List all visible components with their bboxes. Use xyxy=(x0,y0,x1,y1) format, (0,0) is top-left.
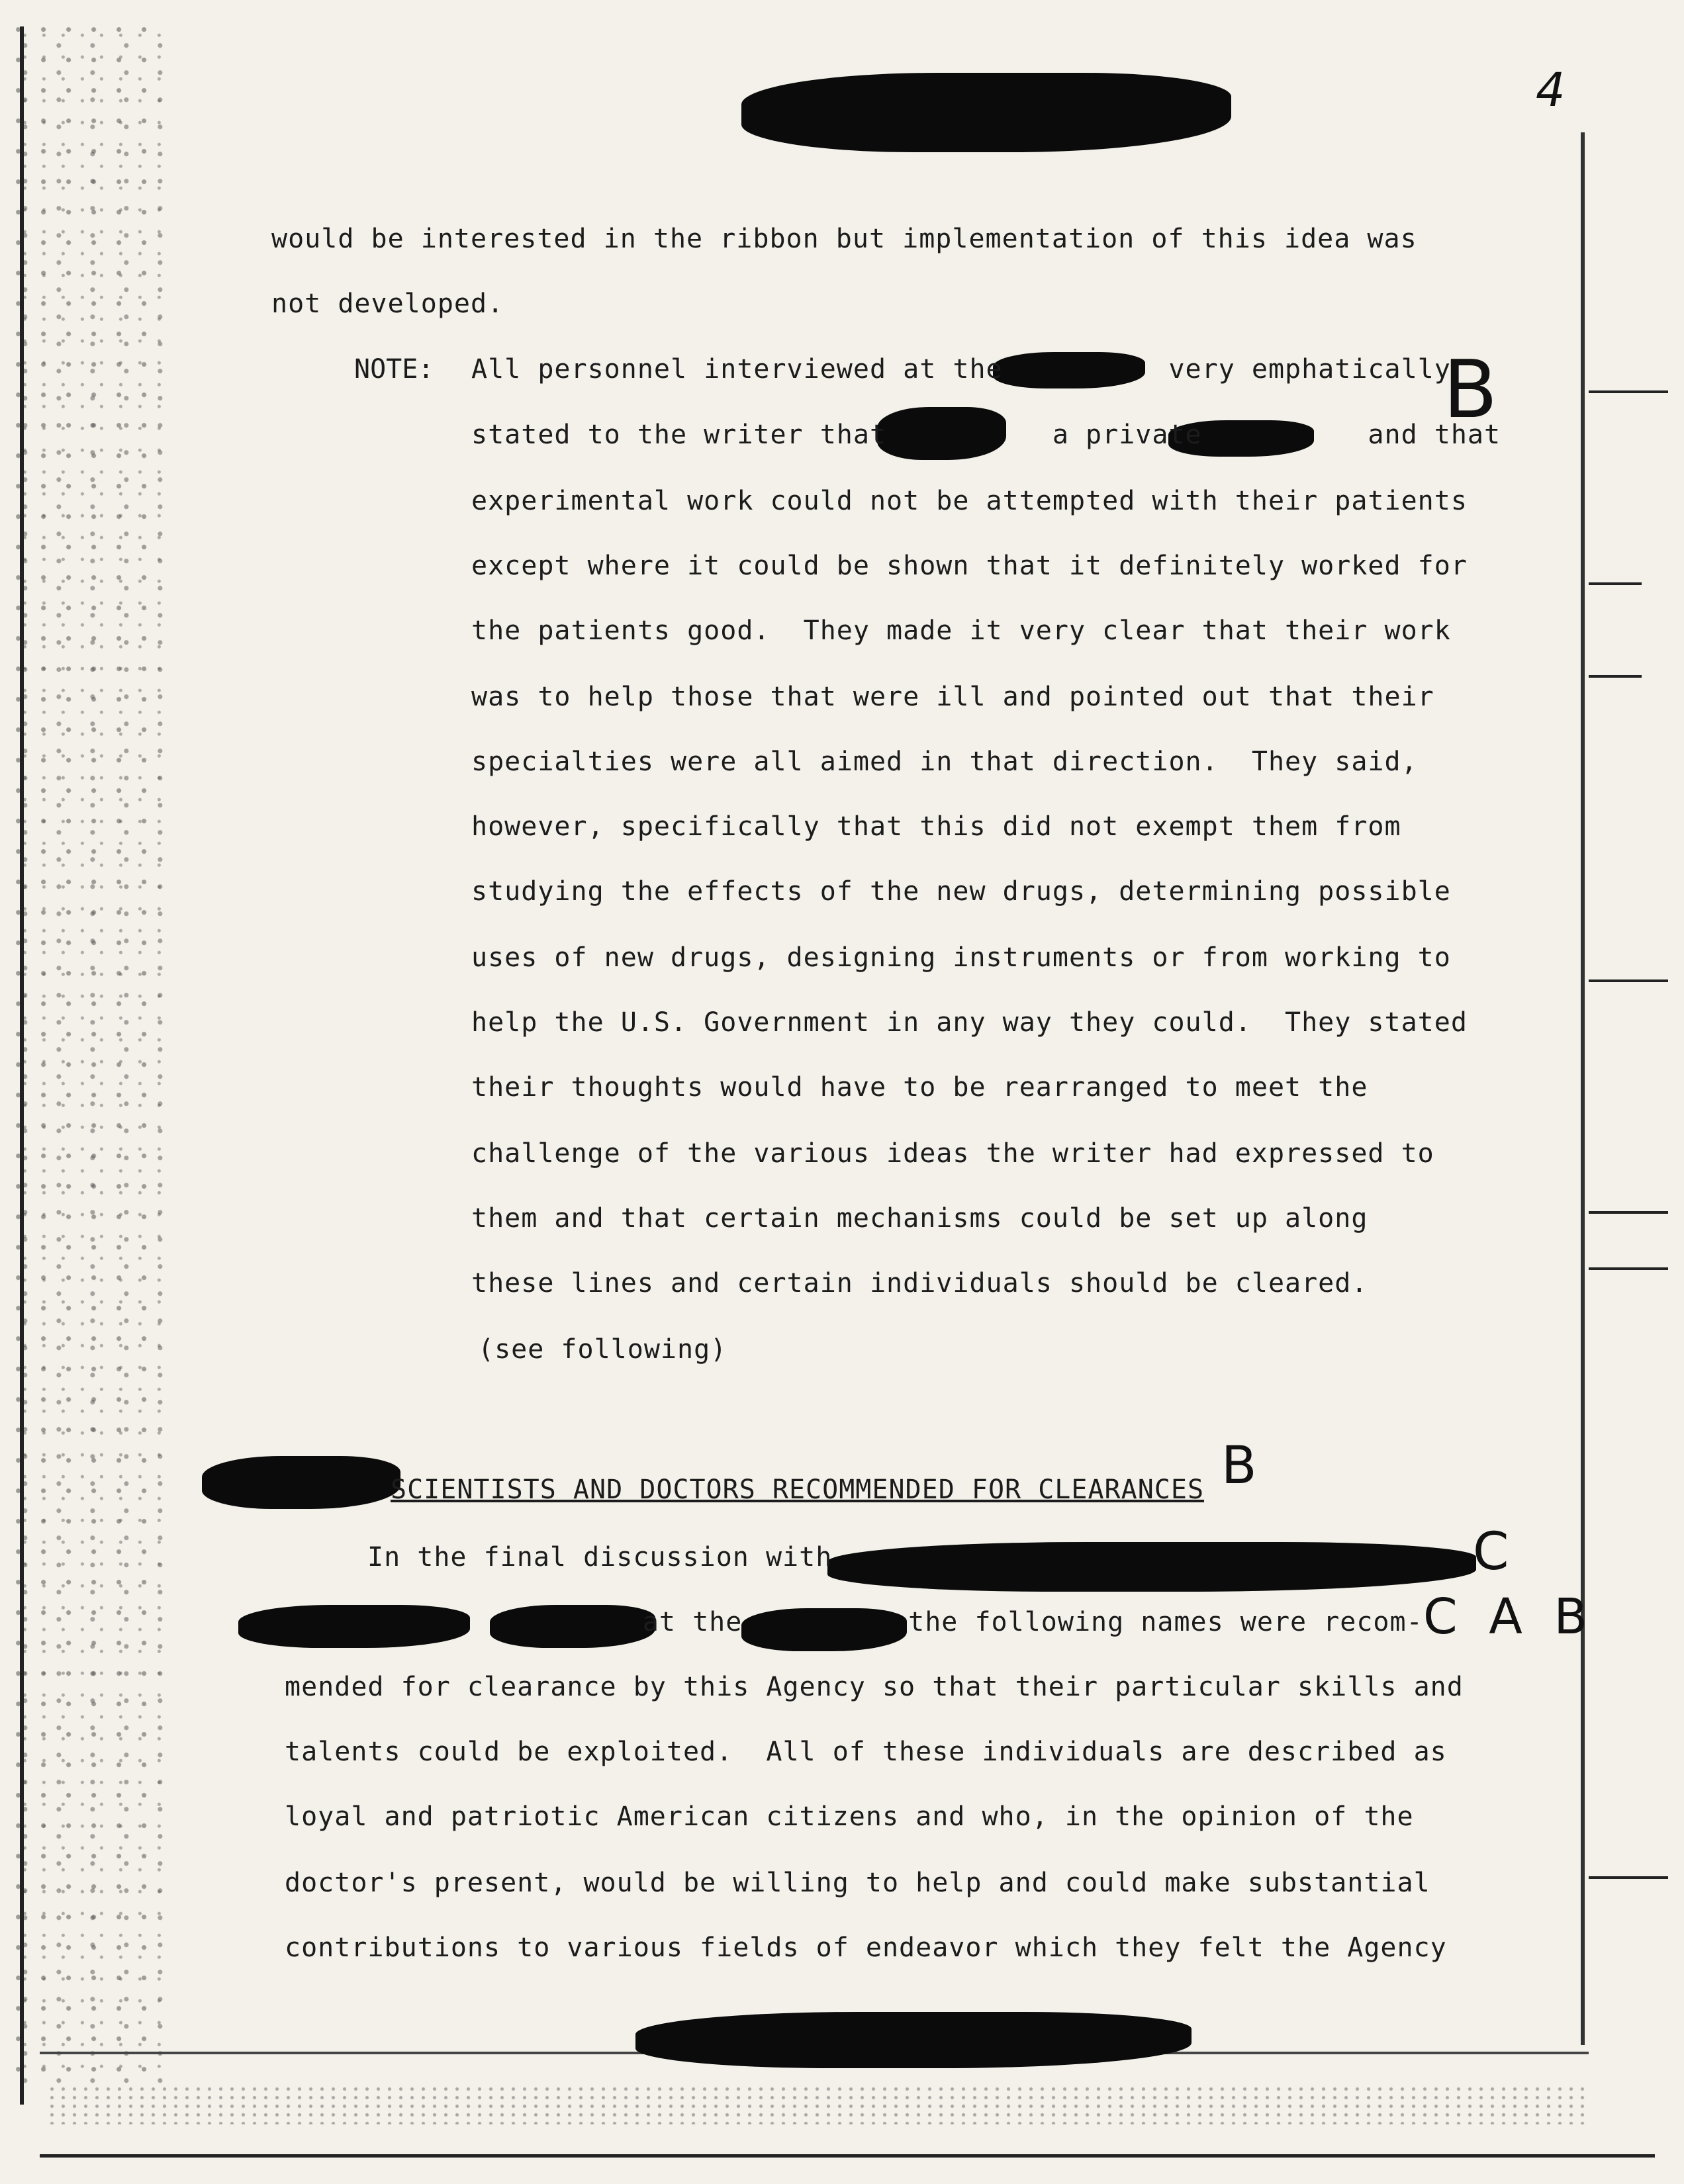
note-label: NOTE: xyxy=(354,354,434,385)
body-line: challenge of the various ideas the writer had expressed to xyxy=(471,1138,1434,1169)
body-line: specialties were all aimed in that direction. They said, xyxy=(471,747,1418,777)
margin-tick xyxy=(1589,1267,1668,1270)
handwritten-page-mark: 4 xyxy=(1536,63,1566,117)
margin-tick xyxy=(1589,1211,1668,1214)
page-right-frame xyxy=(1581,132,1585,2045)
body-line: these lines and certain individuals should be cleared. xyxy=(471,1268,1368,1298)
handwritten-cab: C A B xyxy=(1423,1588,1596,1645)
body-line: their thoughts would have to be rearranged to meet the xyxy=(471,1072,1368,1103)
body-line: (see following) xyxy=(478,1334,727,1365)
redaction-header xyxy=(741,73,1231,152)
body-line: uses of new drugs, designing instruments or from working to xyxy=(471,942,1451,973)
body-line: help the U.S. Government in any way they could. They stated xyxy=(471,1007,1468,1038)
margin-tick xyxy=(1589,582,1642,585)
margin-tick xyxy=(1589,390,1668,393)
redaction-footer xyxy=(635,2012,1192,2068)
body-line: was to help those that were ill and pointed out that their xyxy=(471,682,1434,712)
handwritten-c: C xyxy=(1473,1522,1509,1582)
body-line: not developed. xyxy=(271,289,504,319)
redaction-block xyxy=(238,1605,470,1648)
handwritten-b: B xyxy=(1221,1436,1257,1496)
section-line: at the the following names were recom- xyxy=(477,1607,1423,1637)
body-line: them and that certain mechanisms could be set up along xyxy=(471,1203,1368,1234)
margin-tick xyxy=(1589,1876,1668,1879)
bottom-edge xyxy=(40,2154,1655,2158)
section-line: doctor's present, would be willing to help and could make substantial xyxy=(285,1868,1430,1898)
section-line: mended for clearance by this Agency so that their particular skills and xyxy=(285,1672,1464,1702)
body-line: experimental work could not be attempted with their patients xyxy=(471,486,1468,516)
margin-tick xyxy=(1589,675,1642,678)
body-line: stated to the writer that a private and that xyxy=(471,420,1501,450)
scan-noise-left xyxy=(13,26,165,2085)
scan-noise-bottom xyxy=(46,2085,1589,2124)
handwritten-b: B xyxy=(1443,344,1498,436)
margin-tick xyxy=(1589,979,1668,982)
redaction-block xyxy=(202,1456,400,1509)
body-line: All personnel interviewed at the very emphatically xyxy=(471,354,1451,385)
body-line: however, specifically that this did not exempt them from xyxy=(471,811,1401,842)
body-line: studying the effects of the new drugs, determining possible xyxy=(471,876,1451,907)
page-left-edge xyxy=(20,26,24,2105)
body-line: the patients good. They made it very clear that their work xyxy=(471,615,1451,646)
section-heading: SCIENTISTS AND DOCTORS RECOMMENDED FOR CLEARANCES xyxy=(391,1475,1205,1505)
body-line: except where it could be shown that it definitely worked for xyxy=(471,551,1468,581)
body-line: would be interested in the ribbon but implementation of this idea was xyxy=(271,224,1417,254)
section-line: In the final discussion with xyxy=(367,1542,833,1572)
redaction-block xyxy=(827,1542,1476,1592)
section-line: contributions to various fields of endeavor which they felt the Agency xyxy=(285,1933,1447,1963)
section-line: loyal and patriotic American citizens and who, in the opinion of the xyxy=(285,1801,1414,1832)
section-line: talents could be exploited. All of these individuals are described as xyxy=(285,1737,1447,1767)
